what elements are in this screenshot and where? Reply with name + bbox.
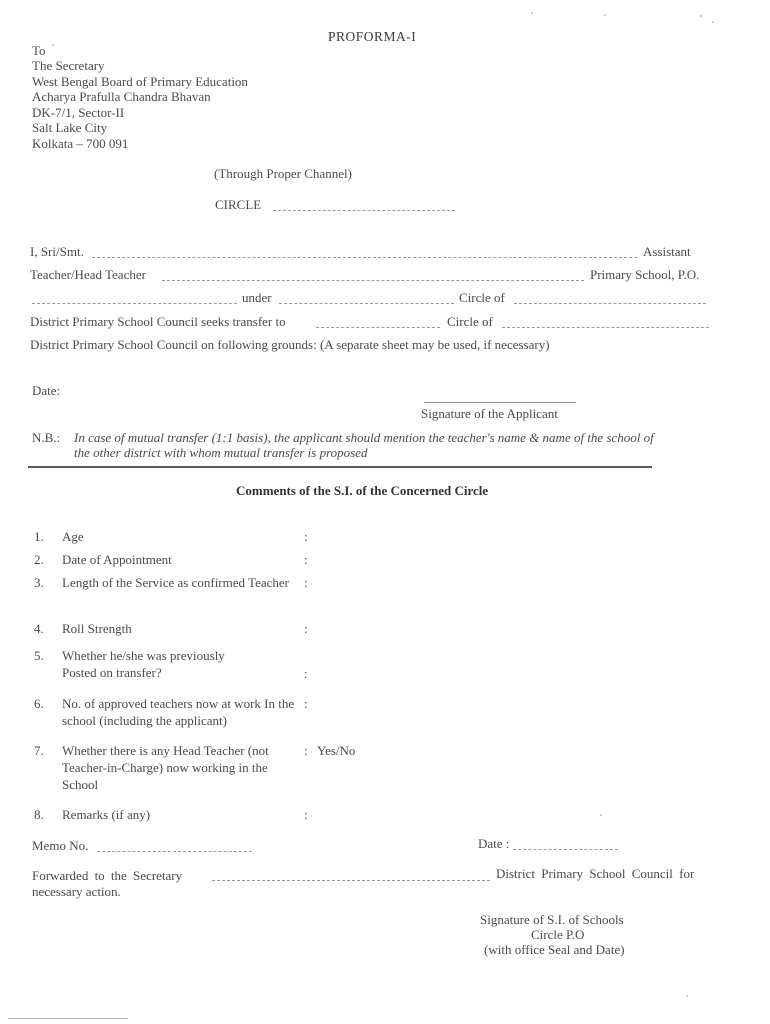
si-circle-po: Circle P.O [531, 927, 585, 942]
address-line: DK-7/1, Sector-II [32, 104, 125, 120]
address-block [32, 58, 248, 151]
nb-line-2: the other district with whom mutual transfer is proposed [74, 445, 368, 460]
item-number: 3. [34, 575, 44, 590]
item-label: Whether there is any Head Teacher (not Teacher-in-Charge) now working in the School [62, 743, 269, 792]
form-title: PROFORMA-I [328, 29, 417, 44]
date-label: Date: [32, 383, 61, 398]
through-channel: (Through Proper Channel) [214, 166, 352, 181]
item-value: Yes/No [317, 743, 356, 758]
address-line: West Bengal Board of Primary Education [32, 73, 248, 89]
under-label: under [242, 290, 272, 305]
item-colon: : [304, 807, 308, 822]
scan-speck [700, 15, 702, 17]
school-name-blank[interactable] [162, 280, 584, 281]
item-label: Roll Strength [62, 621, 132, 636]
applicant-name-blank[interactable] [92, 257, 637, 258]
scan-speck [600, 814, 602, 816]
si-signature-label: Signature of S.I. of Schools [480, 912, 624, 927]
scan-speck [604, 14, 606, 16]
memo-blank[interactable] [97, 851, 252, 852]
item-colon: : [304, 621, 308, 636]
forwarded-text: Forwarded to the Secretary [32, 868, 183, 883]
teacher-head-label: Teacher/Head Teacher [30, 267, 146, 282]
item-number: 6. [34, 696, 44, 711]
item-number: 7. [34, 743, 44, 758]
dpsc-grounds-text: District Primary School Council on following grounds: (A separate sheet may be used, if necessary) [30, 337, 550, 352]
item-colon: : [304, 529, 308, 544]
circle-of-blank-2[interactable] [502, 327, 709, 328]
forwarded-dpsc: District Primary School Council for [496, 866, 695, 881]
date2-blank[interactable] [513, 849, 618, 850]
applicant-signature-line [424, 402, 576, 403]
addressee-to: To [32, 43, 46, 58]
transfer-to-blank[interactable] [316, 327, 440, 328]
forwarded-action: necessary action. [32, 884, 121, 899]
po-blank[interactable] [32, 303, 237, 304]
memo-label: Memo No. [32, 838, 89, 853]
applicant-signature-label: Signature of the Applicant [421, 406, 558, 421]
address-line: Kolkata – 700 091 [32, 135, 129, 151]
item-colon: : [304, 743, 308, 758]
dpsc-seeks-label: District Primary School Council seeks transfer to [30, 314, 286, 329]
item-number: 8. [34, 807, 44, 822]
forwarded-blank[interactable] [212, 880, 490, 881]
si-seal-date: (with office Seal and Date) [484, 942, 625, 957]
date2-label: Date : [478, 836, 510, 851]
address-line: The Secretary [32, 58, 105, 73]
item-label: Date of Appointment [62, 552, 172, 567]
primary-school-label: Primary School, P.O. [590, 267, 700, 282]
circle-of-label-2: Circle of [447, 314, 493, 329]
item-label: Length of the Service as confirmed Teacher [62, 575, 289, 590]
address-line: Acharya Prafulla Chandra Bhavan [32, 89, 211, 104]
item-label: Whether he/she was previously Posted on transfer? [62, 648, 225, 680]
nb-label: N.B.: [32, 430, 61, 445]
sri-smt-label: I, Sri/Smt. [30, 244, 84, 259]
scan-speck [52, 44, 54, 46]
item-colon: : [304, 575, 308, 590]
circle-label: CIRCLE [215, 197, 262, 212]
circle-blank[interactable] [273, 210, 455, 211]
item-colon: : [304, 666, 308, 681]
address-line: Salt Lake City [32, 120, 108, 135]
item-number: 2. [34, 552, 44, 567]
item-label: Age [62, 529, 84, 544]
item-colon: : [304, 552, 308, 567]
item-number: 1. [34, 529, 44, 544]
section-divider [28, 466, 652, 468]
scan-speck [686, 995, 688, 997]
item-number: 5. [34, 648, 44, 663]
circle-of-label: Circle of [459, 290, 505, 305]
under-blank[interactable] [279, 303, 454, 304]
item-label: No. of approved teachers now at work In the school (including the applicant) [62, 696, 295, 728]
item-colon: : [304, 696, 308, 711]
assistant-label: Assistant [643, 244, 691, 259]
nb-line-1: In case of mutual transfer (1:1 basis), the applicant should mention the teacher's name & name of the school of [74, 430, 654, 445]
comments-heading: Comments of the S.I. of the Concerned Circle [236, 483, 489, 498]
scan-edge [8, 1018, 128, 1019]
item-number: 4. [34, 621, 44, 636]
scan-speck [712, 21, 714, 23]
circle-of-blank[interactable] [514, 303, 706, 304]
item-label: Remarks (if any) [62, 807, 151, 822]
scan-speck [531, 12, 533, 14]
